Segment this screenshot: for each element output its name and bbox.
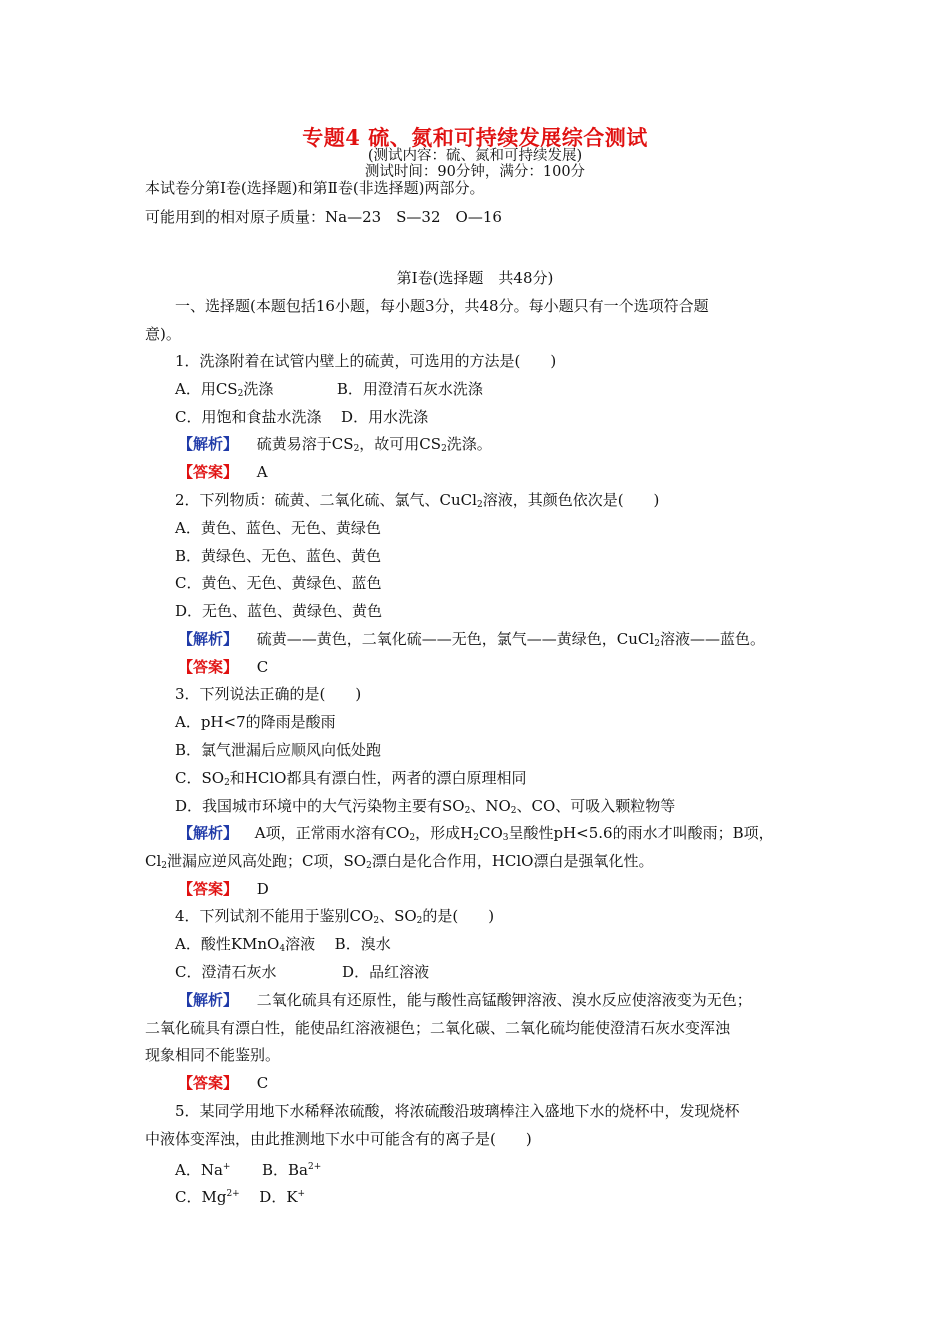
q1-stem: 1．洗涤附着在试管内壁上的硫黄，可选用的方法是( ) (175, 352, 557, 370)
q2-option-a: A．黄色、蓝色、无色、黄绿色 (175, 519, 381, 537)
q4-option-a: A．酸性KMnO$_4$溶液 (175, 935, 316, 954)
q4-analysis-cont: 二氧化硫具有漂白性，能使品红溶液褪色；二氧化碳、二氧化硫均能使澄清石灰水变浑浊 (145, 1019, 731, 1037)
q4-options-cd (175, 962, 429, 982)
q3-option-c: C．$SO_2$和HClO都具有漂白性，两者的漂白原理相同 (175, 769, 527, 788)
q2-answer: 【答案】 C (178, 658, 269, 676)
q4-analysis-end: 现象相同不能鉴别。 (145, 1046, 281, 1064)
answer-label: 【答案】 (178, 1074, 239, 1092)
q2-option-c: C．黄色、无色、黄绿色、蓝色 (175, 574, 382, 592)
analysis-label: 【解析】 (178, 824, 239, 842)
q5-option-c: C．$Mg^{2+}$ (175, 1188, 240, 1206)
answer-label: 【答案】 (178, 880, 239, 898)
q1-option-a: A．用$CS_2$洗涤 (175, 380, 274, 399)
answer-label: 【答案】 (178, 658, 239, 676)
q5-stem: 5．某同学用地下水稀释浓硫酸，将浓硫酸沿玻璃棒注入盛地下水的烧杯中，发现烧杯 (175, 1102, 740, 1120)
q5-option-a: A．Na+ (175, 1161, 231, 1179)
q2-analysis: 【解析】 硫黄——黄色，二氧化硫——无色，氯气——黄绿色，CuCl$_2$溶液——蓝色。 (178, 630, 765, 649)
analysis-label: 【解析】 (178, 435, 239, 453)
subtitle-time: 测试时间：90分钟，满分：100分 (364, 164, 586, 180)
q5-option-b: B．$Ba^{2+}$ (262, 1161, 322, 1179)
q3-analysis: 【解析】 A项，正常雨水溶有$CO_2$，形成$H_2CO_3$呈酸性pH<5.6的雨水才叫酸雨；B项， (178, 824, 774, 843)
q1-option-c: C．用饱和食盐水洗涤 (175, 408, 322, 426)
intro-structure: 本试卷分第Ⅰ卷(选择题)和第Ⅱ卷(非选择题)两部分。 (145, 179, 485, 197)
q5-option-d: D．K+ (259, 1188, 306, 1206)
q4-option-c: C．澄清石灰水 (175, 963, 277, 981)
q3-stem: 3．下列说法正确的是( ) (175, 685, 362, 703)
q2-option-b: B．黄绿色、无色、蓝色、黄色 (175, 547, 382, 565)
document-title: 专题4 硫、氮和可持续发展综合测试 (302, 125, 648, 150)
q1-options-cd (175, 407, 428, 427)
answer-label: 【答案】 (178, 463, 239, 481)
q5-options-ab (175, 1157, 321, 1180)
q3-option-d: D．我国城市环境中的大气污染物主要有$SO_2$、$NO_2$、CO、可吸入颗粒物等 (175, 797, 676, 816)
q3-analysis-cont: $Cl_2$泄漏应逆风高处跑；C项，$SO_2$漂白是化合作用，HClO漂白是强氧化性。 (145, 852, 654, 871)
q4-option-d: D．品红溶液 (342, 963, 430, 981)
analysis-label: 【解析】 (178, 630, 239, 648)
q2-option-d: D．无色、蓝色、黄绿色、黄色 (175, 602, 383, 620)
section-description: 一、选择题(本题包括16小题，每小题3分，共48分。每小题只有一个选项符合题 (175, 297, 709, 315)
q1-option-d: D．用水洗涤 (341, 408, 429, 426)
q1-options-ab (175, 379, 483, 404)
q4-analysis: 【解析】 二氧化硫具有还原性，能与酸性高锰酸钾溶液、溴水反应使溶液变为无色； (178, 991, 752, 1009)
q4-options-ab (175, 934, 391, 959)
analysis-label: 【解析】 (178, 991, 239, 1009)
q1-answer: 【答案】 A (178, 463, 268, 481)
q3-option-a: A．pH<7的降雨是酸雨 (175, 713, 336, 731)
section-title: 第Ⅰ卷(选择题 共48分) (396, 269, 554, 287)
intro-atomic-mass: 可能用到的相对原子质量：Na—23 S—32 O—16 (145, 208, 502, 226)
q2-stem: 2．下列物质：硫黄、二氧化硫、氯气、CuCl$_2$溶液，其颜色依次是( ) (175, 491, 660, 510)
q4-option-b: B．溴水 (334, 935, 391, 953)
q5-options-cd (175, 1184, 305, 1207)
q1-option-b: B．用澄清石灰水洗涤 (336, 380, 483, 398)
q3-answer: 【答案】 D (178, 880, 269, 898)
q3-option-b: B．氯气泄漏后应顺风向低处跑 (175, 741, 382, 759)
q4-stem: 4．下列试剂不能用于鉴别$CO_2$、$SO_2$的是( ) (175, 907, 495, 926)
q5-stem-cont: 中液体变浑浊，由此推测地下水中可能含有的离子是( ) (145, 1130, 532, 1148)
section-description-cont: 意)。 (145, 325, 181, 343)
subtitle-content: (测试内容：硫、氮和可持续发展) (367, 148, 583, 164)
q4-answer: 【答案】 C (178, 1074, 269, 1092)
q1-analysis: 【解析】 硫黄易溶于$CS_2$，故可用$CS_2$洗涤。 (178, 435, 492, 454)
